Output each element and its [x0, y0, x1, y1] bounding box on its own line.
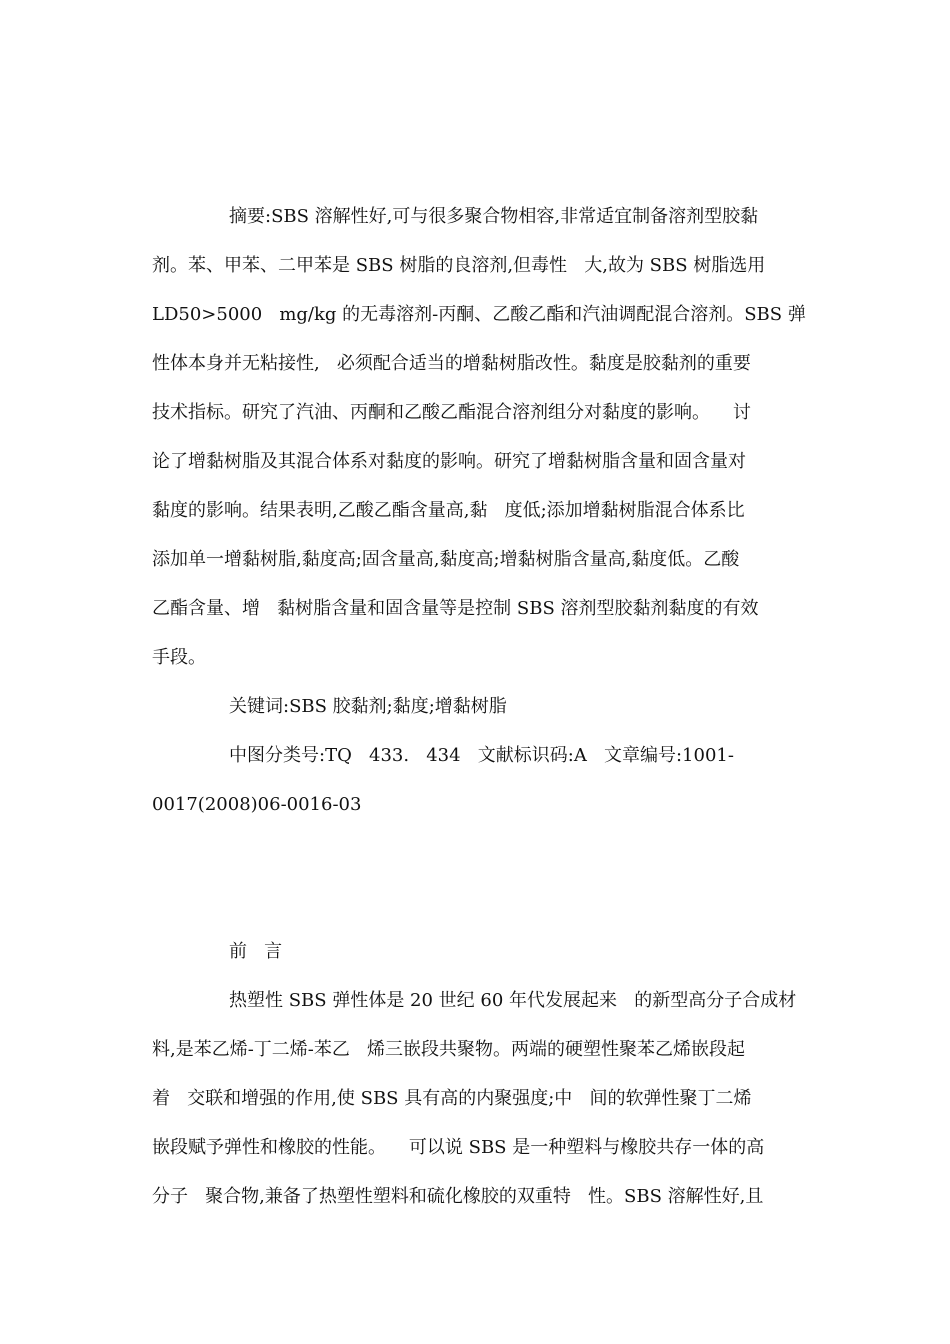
classification-paragraph [152, 731, 798, 829]
abstract-line: 黏度的影响。结果表明,乙酸乙酯含量高,黏 度低;添加增黏树脂混合体系比 [152, 500, 745, 521]
abstract-line: 性体本身并无粘接性, 必须配合适当的增黏树脂改性。黏度是胶黏剂的重要 [152, 353, 751, 374]
classification-line: 中图分类号:TQ 433. 434 文献标识码:A 文章编号:1001- [229, 745, 734, 766]
section-spacer [152, 829, 798, 927]
document-body [152, 192, 806, 1221]
abstract-line: 乙酯含量、增 黏树脂含量和固含量等是控制 SBS 溶剂型胶黏剂黏度的有效 [152, 598, 759, 619]
keywords-paragraph [152, 682, 798, 731]
abstract-line: 剂。苯、甲苯、二甲苯是 SBS 树脂的良溶剂,但毒性 大,故为 SBS 树脂选用 [152, 255, 766, 276]
preface-heading: 前 言 [229, 941, 283, 962]
preface-line: 着 交联和增强的作用,使 SBS 具有高的内聚强度;中 间的软弹性聚丁二烯 [152, 1088, 752, 1109]
keywords-line: 关键词:SBS 胶黏剂;黏度;增黏树脂 [229, 696, 507, 717]
preface-line: 热塑性 SBS 弹性体是 20 世纪 60 年代发展起来 的新型高分子合成材 [229, 990, 797, 1011]
abstract-line: 添加单一增黏树脂,黏度高;固含量高,黏度高;增黏树脂含量高,黏度低。乙酸 [152, 549, 740, 570]
abstract-line: LD50>5000 mg/kg 的无毒溶剂-丙酮、乙酸乙酯和汽油调配混合溶剂。SBS 弹 [152, 304, 806, 325]
abstract-paragraph [152, 192, 806, 682]
preface-paragraph [152, 976, 798, 1221]
preface-line: 嵌段赋予弹性和橡胶的性能。 可以说 SBS 是一种塑料与橡胶共存一体的高 [152, 1137, 765, 1158]
preface-line: 分子 聚合物,兼备了热塑性塑料和硫化橡胶的双重特 性。SBS 溶解性好,且 [152, 1186, 764, 1207]
abstract-line: 手段。 [152, 647, 206, 668]
abstract-line: 技术指标。研究了汽油、丙酮和乙酸乙酯混合溶剂组分对黏度的影响。 讨 [152, 402, 751, 423]
abstract-line: 论了增黏树脂及其混合体系对黏度的影响。研究了增黏树脂含量和固含量对 [152, 451, 746, 472]
preface-line: 料,是苯乙烯-丁二烯-苯乙 烯三嵌段共聚物。两端的硬塑性聚苯乙烯嵌段起 [152, 1039, 746, 1060]
classification-line: 0017(2008)06-0016-03 [152, 794, 362, 815]
abstract-line: 摘要:SBS 溶解性好,可与很多聚合物相容,非常适宜制备溶剂型胶黏 [229, 206, 759, 227]
